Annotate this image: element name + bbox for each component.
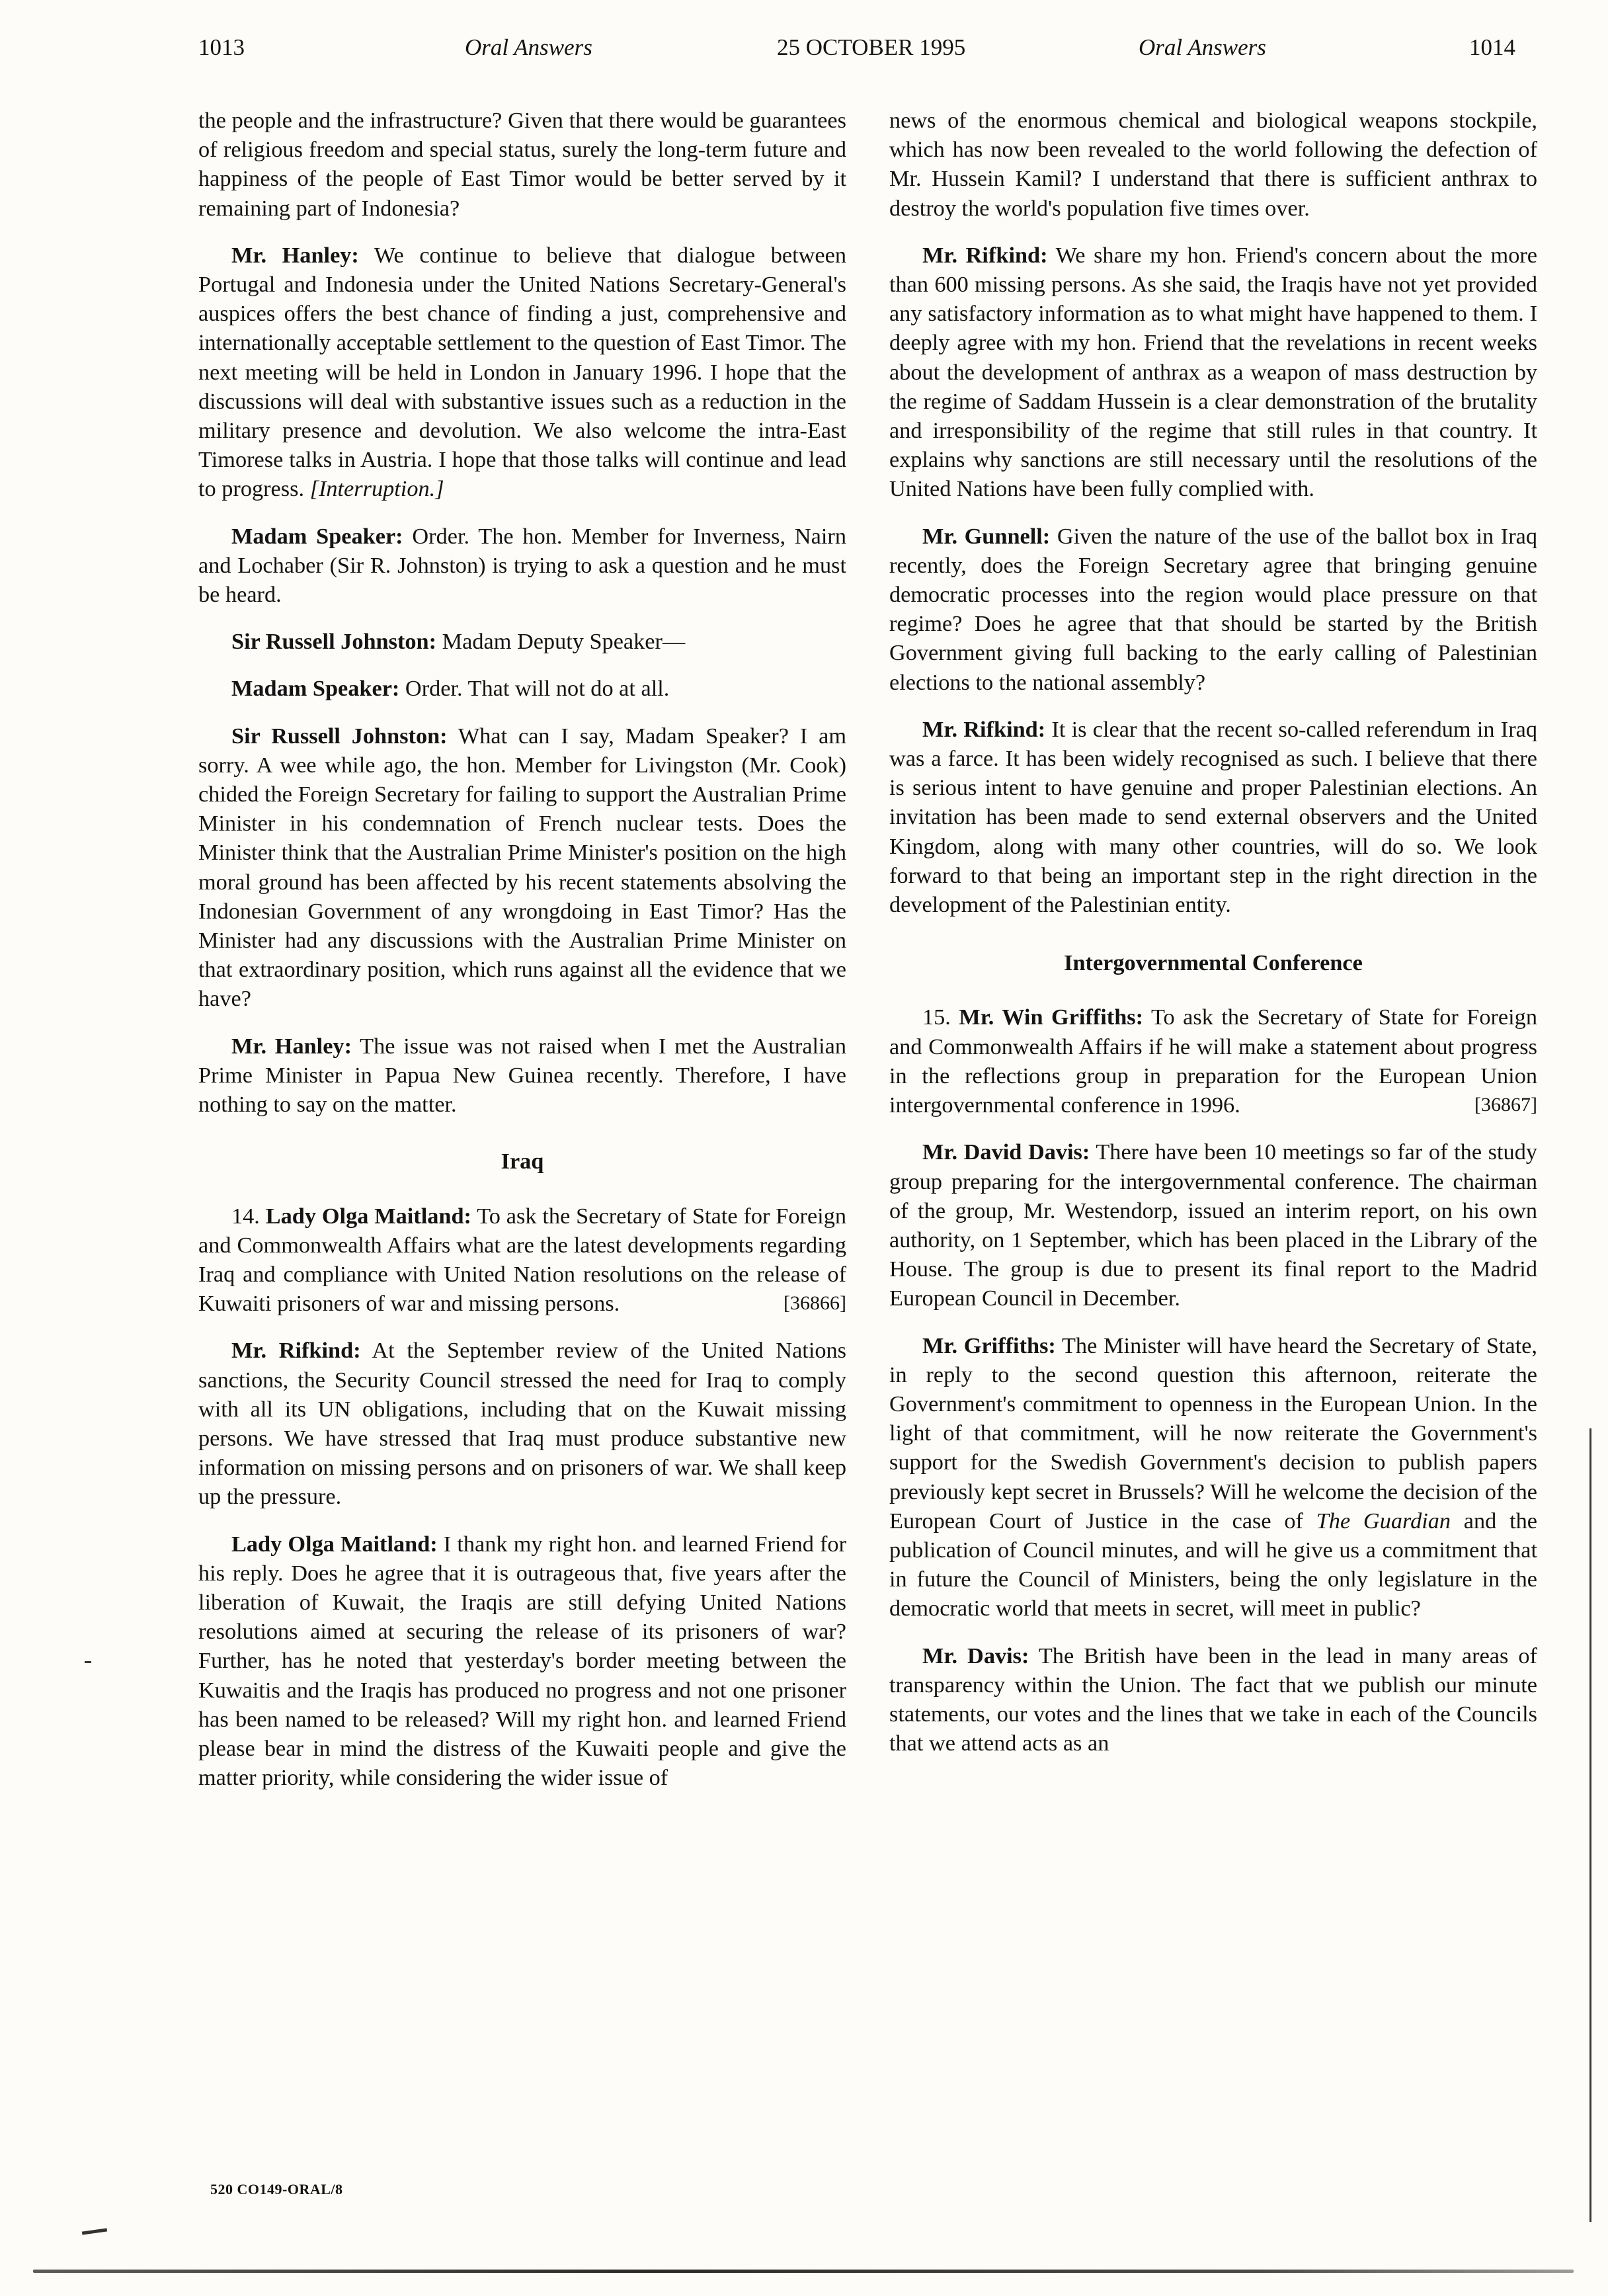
paragraph: Mr. Rifkind: We share my hon. Friend's concern about the more than 600 missing persons. As she said, the Iraqis have not yet provided any satisfactory information as to what might have happened to them. I deeply agree with my hon. Friend that the revelations in recent weeks about the development of anthrax as a weapon of mass destruction by the regime of Saddam Hussein is a clear demonstration of the brutality and irresponsibility of the regime that still rules in that country. It explains why sanctions are still necessary until the resolutions of the United Nations have been fully complied with. xyxy=(889,242,1537,502)
paragraph: Mr. David Davis: There have been 10 meetings so far of the study group preparing for the intergovernmental conference. The chairman of the group, Mr. Westendorp, issued an interim report, on his own authority, on 1 September, which has been placed in the Library of the House. The group is due to present its final report to the Madrid European Council in December. xyxy=(889,1139,1537,1311)
page-header xyxy=(0,34,1608,77)
paragraph: Mr. Rifkind: At the September review of the United Nations sanctions, the Security Council stressed the need for Iraq to comply with all its UN obligations, including that on the Kuwait missing persons. We have stressed that Iraq must produce substantive new information on missing persons and on prisoners of war. We shall keep up the pressure. xyxy=(198,1338,846,1510)
speaker-name: Mr. Rifkind: xyxy=(231,1338,361,1364)
paragraph: Mr. Gunnell: Given the nature of the use of the ballot box in Iraq recently, does the Foreign Secretary agree that bringing genuine democratic processes into the region would place pressure on that regime? Does he agree that that should be started by the British Government giving full backing to the early calling of Palestinian elections to the national assembly? xyxy=(889,523,1537,695)
paragraph: Madam Speaker: Order. That will not do at all. xyxy=(231,676,670,702)
paragraph-continuation: the people and the infrastructure? Given that there would be guarantees of religious freedom and special status, surely the long-term future and happiness of the people of East Timor would be better served by it remaining part of Indonesia? xyxy=(198,108,846,221)
page-date: 25 OCTOBER 1995 xyxy=(777,34,966,60)
column-number-right: 1014 xyxy=(1469,34,1515,60)
paragraph: Sir Russell Johnston: What can I say, Madam Speaker? I am sorry. A wee while ago, the hon. Member for Livingston (Mr. Cook) chided the Foreign Secretary for failing to support the Australian Prime Minister in his condemnation of French nuclear tests. Does the Minister think that the Australian Prime Minister's position on the high moral ground has been affected by his recent statements absolving the Indonesian Government of any wrongdoing in East Timor? Has the Minister had any discussions with the Australian Prime Minister on that extraordinary position, which runs against all the evidence that we have? xyxy=(198,723,846,1012)
paragraph: Madam Speaker: Order. The hon. Member for Inverness, Nairn and Lochaber (Sir R. Johnston) is trying to ask a question and he must be heard. xyxy=(198,523,846,608)
newspaper-title: The Guardian xyxy=(1316,1508,1451,1534)
speaker-name: Madam Speaker: xyxy=(231,676,400,702)
interruption-note: [Interruption.] xyxy=(309,476,444,502)
right-column xyxy=(889,106,1537,1776)
speaker-name: Mr. Hanley: xyxy=(231,242,359,268)
reference-number: [36867] xyxy=(1474,1094,1537,1116)
paragraph: Mr. Hanley: The issue was not raised when I met the Australian Prime Minister in Papua New Guinea recently. Therefore, I have nothing to say on the matter. xyxy=(198,1033,846,1118)
scan-edge-line xyxy=(1589,1428,1591,2222)
speaker-name: Mr. Davis: xyxy=(922,1643,1029,1668)
scan-bottom-line xyxy=(33,2270,1574,2273)
speaker-name: Mr. David Davis: xyxy=(922,1139,1090,1165)
paragraph-continuation: news of the enormous chemical and biological weapons stockpile, which has now been revealed to the world following the defection of Mr. Hussein Kamil? I understand that there is sufficient anthrax to destroy the world's population five times over. xyxy=(889,108,1537,221)
question-number: 15. xyxy=(922,1004,959,1030)
corner-mark xyxy=(82,2228,107,2234)
speaker-name: Lady Olga Maitland: xyxy=(231,1531,438,1557)
question-15: 15. Mr. Win Griffiths: To ask the Secretary of State for Foreign and Commonwealth Affairs if he will make a statement about progress in the reflections group in preparation for the European Union intergovernmental conference in 1996. [36867] xyxy=(889,1003,1537,1120)
paragraph: Mr. Davis: The British have been in the lead in many areas of transparency within the Union. The fact that we publish our minute statements, our votes and the lines that we take in each of the Councils that we attend acts as an xyxy=(889,1643,1537,1756)
speaker-name: Madam Speaker: xyxy=(231,523,403,549)
speaker-name: Mr. Rifkind: xyxy=(922,716,1046,742)
reference-number: [36866] xyxy=(784,1292,846,1315)
speaker-name: Sir Russell Johnston: xyxy=(231,723,448,749)
running-title-right: Oral Answers xyxy=(1139,34,1266,60)
paragraph: Mr. Hanley: We continue to believe that dialogue between Portugal and Indonesia under the United Nations Secretary-General's auspices offers the best chance of finding a just, comprehensive and internationally acceptable settlement to the question of East Timor. The next meeting will be held in London in January 1996. I hope that the discussions will deal with substantive issues such as a reduction in the military presence and devolution. We also welcome the intra-East Timorese talks in Austria. I hope that those talks will continue and lead to progress. [Interruption.] xyxy=(198,242,846,502)
running-title-left: Oral Answers xyxy=(465,34,592,60)
print-code: 520 CO149-ORAL/8 xyxy=(210,2181,343,2197)
speaker-name: Mr. Griffiths: xyxy=(922,1332,1056,1358)
column-number-left: 1013 xyxy=(198,34,245,60)
paragraph: Sir Russell Johnston: Madam Deputy Speaker— xyxy=(231,629,686,655)
left-column xyxy=(198,106,846,1810)
section-heading-intergovernmental-conference: Intergovernmental Conference xyxy=(1064,950,1363,976)
question-number: 14. xyxy=(231,1203,266,1229)
speaker-name: Mr. Win Griffiths: xyxy=(959,1004,1144,1030)
margin-mark xyxy=(85,1661,91,1663)
speaker-name: Mr. Hanley: xyxy=(231,1033,352,1059)
speaker-name: Sir Russell Johnston: xyxy=(231,629,437,655)
speaker-name: Mr. Gunnell: xyxy=(922,523,1051,549)
speaker-name: Lady Olga Maitland: xyxy=(265,1203,471,1229)
question-14: 14. Lady Olga Maitland: To ask the Secretary of State for Foreign and Commonwealth Affairs what are the latest developments regarding Iraq and compliance with United Nation resolutions on the release of Kuwaiti prisoners of war and missing persons. [36866] xyxy=(198,1202,846,1319)
paragraph: Mr. Rifkind: It is clear that the recent so-called referendum in Iraq was a farce. It has been widely recognised as such. I believe that there is serious intent to have genuine and proper Palestinian elections. An invitation has been made to send external observers and the United Kingdom, along with many other countries, will do so. We look forward to that being an important step in the right direction in the development of the Palestinian entity. xyxy=(889,716,1538,918)
section-heading-iraq: Iraq xyxy=(501,1149,544,1174)
speaker-name: Mr. Rifkind: xyxy=(922,242,1048,268)
paragraph: Mr. Griffiths: The Minister will have heard the Secretary of State, in reply to the second question this afternoon, reiterate the Government's commitment to openness in the European Union. In the light of that commitment, will he now reiterate the Government's support for the Swedish Government's decision to publish papers previously kept secret in Brussels? Will he welcome the decision of the European Court of Justice in the case of The Guardian and the publication of Council minutes, and will he give us a commitment that in future the Council of Ministers, being the only legislature in the democratic world that meets in secret, will meet in public? xyxy=(889,1332,1537,1621)
paragraph: Lady Olga Maitland: I thank my right hon. and learned Friend for his reply. Does he agree that it is outrageous that, five years after the liberation of Kuwait, the Iraqis are still defying United Nations resolutions aimed at securing the release of its prisoners of war? Further, has he noted that yesterday's border meeting between the Kuwaitis and the Iraqis has produced no progress and not one prisoner has been named to be released? Will my right hon. and learned Friend please bear in mind the distress of the Kuwaiti people and give the matter priority, while considering the wider issue of xyxy=(198,1531,847,1791)
